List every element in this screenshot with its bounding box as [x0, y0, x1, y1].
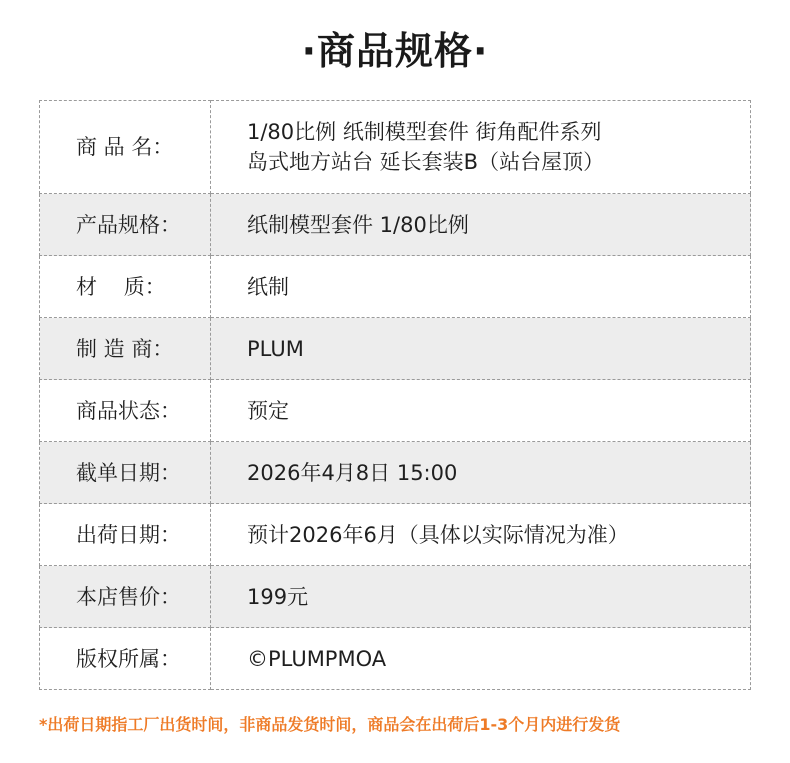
spec-label: 产品规格： — [40, 194, 211, 256]
spec-value-line: 岛式地方站台 延长套装B（站台屋顶） — [247, 150, 605, 174]
spec-value: 2026年4月8日 15:00 — [211, 442, 751, 504]
spec-label: 截单日期： — [40, 442, 211, 504]
spec-row-status — [40, 380, 751, 442]
spec-value: 199元 — [211, 566, 751, 628]
page-title: ·商品规格· — [301, 29, 489, 73]
spec-row-price — [40, 566, 751, 628]
spec-row-cutoff-date — [40, 442, 751, 504]
spec-value — [211, 101, 751, 194]
spec-row-manufacturer — [40, 318, 751, 380]
spec-value: 纸制模型套件 1/80比例 — [211, 194, 751, 256]
spec-value: 纸制 — [211, 256, 751, 318]
spec-label: 制 造 商： — [40, 318, 211, 380]
shipping-footnote: *出荷日期指工厂出货时间，非商品发货时间，商品会在出荷后1-3个月内进行发货 — [39, 715, 621, 734]
spec-value: 预定 — [211, 380, 751, 442]
spec-table — [39, 100, 751, 690]
spec-row-product-name — [40, 101, 751, 194]
spec-value: ©PLUMPMOA — [211, 628, 751, 690]
spec-label: 版权所属： — [40, 628, 211, 690]
spec-row-ship-date — [40, 504, 751, 566]
spec-value-line: 1/80比例 纸制模型套件 街角配件系列 — [247, 120, 602, 144]
spec-row-material — [40, 256, 751, 318]
spec-label: 出荷日期： — [40, 504, 211, 566]
spec-row-copyright — [40, 628, 751, 690]
spec-row-product-spec — [40, 194, 751, 256]
spec-label: 材 质： — [40, 256, 211, 318]
spec-value: 预计2026年6月（具体以实际情况为准） — [211, 504, 751, 566]
spec-value: PLUM — [211, 318, 751, 380]
spec-label: 商 品 名： — [40, 101, 211, 194]
spec-label: 本店售价： — [40, 566, 211, 628]
spec-label: 商品状态： — [40, 380, 211, 442]
